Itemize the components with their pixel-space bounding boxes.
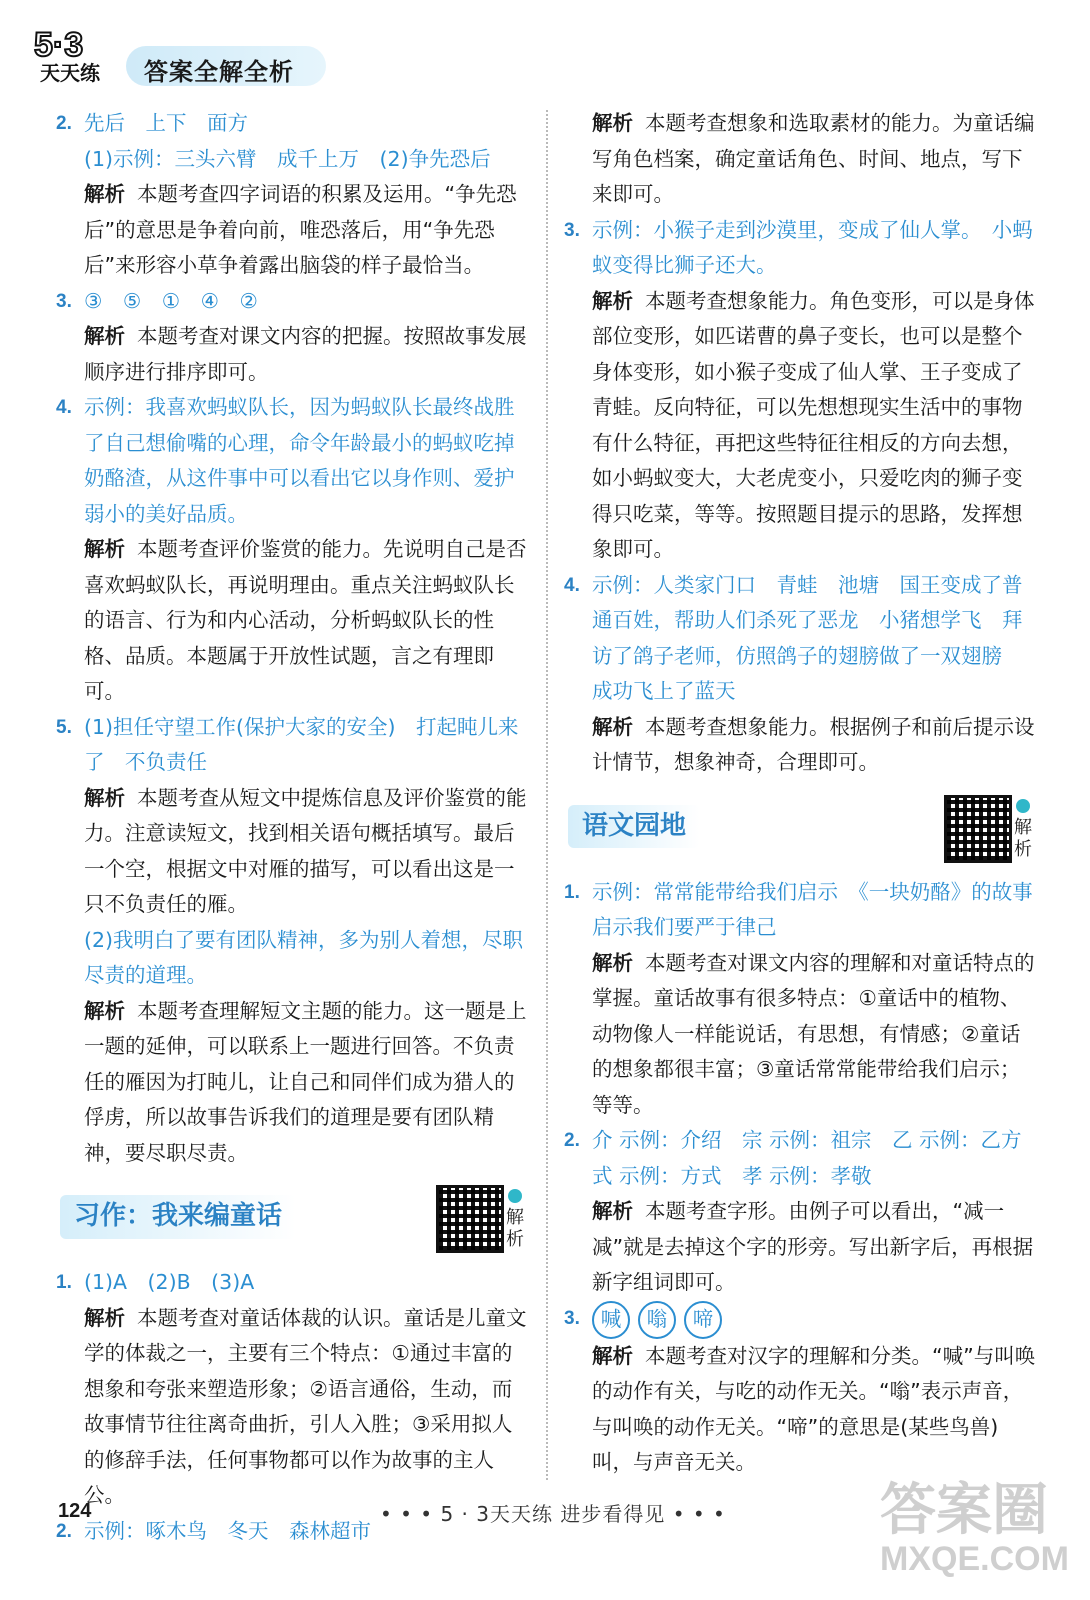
right-column — [564, 106, 1038, 1481]
item-number: 1. — [564, 881, 580, 903]
answer-text: 介 示例：介绍 宗 示例：祖宗 乙 示例：乙方 — [592, 1128, 1022, 1152]
answer-item-w4 — [564, 568, 1038, 781]
analysis-label: 解析 — [592, 1343, 633, 1368]
analysis-label: 解析 — [84, 1305, 125, 1330]
analysis — [84, 177, 528, 284]
analysis-text: 本题考查字形。由例子可以看出，“减一减”就是去掉这个字的形旁。写出新字后，再根据新字组词即可。 — [592, 1199, 1034, 1294]
analysis-text: 本题考查对课文内容的把握。按照故事发展顺序进行排序即可。 — [84, 324, 527, 384]
answer-text: (1)担任守望工作(保护大家的安全) 打起盹儿来了 不负责任 — [84, 714, 519, 774]
analysis-label: 解析 — [84, 785, 125, 810]
play-icon — [1016, 799, 1030, 813]
answer-item-w1 — [56, 1265, 528, 1514]
analysis-label: 解析 — [84, 182, 125, 206]
item-number: 3. — [56, 290, 72, 312]
answer-text: (1)示例：三头六臂 成千上万 (2)争先恐后 — [84, 146, 491, 171]
analysis-text: 本题考查对课文内容的理解和对童话特点的掌握。童话故事有很多特点：①童话中的植物、动物像人一样能说话，有思想，有情感；②童话的想象都很丰富；③童话常常能带给我们启示；等等。 — [592, 950, 1035, 1117]
brand-logo — [30, 22, 126, 84]
section-header-writing — [56, 1185, 528, 1257]
circled-char: 嗡 — [638, 1301, 676, 1339]
circled-char: 喊 — [592, 1301, 630, 1339]
answer-text: 式 示例：方式 孝 示例：孝敬 — [592, 1163, 872, 1188]
analysis — [592, 284, 1038, 568]
analysis — [84, 532, 528, 710]
analysis — [592, 106, 1038, 213]
analysis-label: 解析 — [592, 714, 633, 739]
answer-item-5 — [56, 710, 528, 1172]
answer-item-g1 — [564, 875, 1038, 1124]
page-header — [30, 22, 330, 90]
item-number: 2. — [56, 113, 72, 134]
analysis — [84, 994, 528, 1172]
analysis-text: 本题考查对童话体裁的认识。童话是儿童文学的体裁之一，主要有三个特点：①通过丰富的想象和夸张来塑造形象；②语言通俗，生动，而故事情节往往离奇曲折，引人入胜；③采用拟人的修辞手法，任何事物都可以作为故事的主人公。 — [84, 1305, 527, 1507]
svg-text:5·3: 5·3 — [34, 26, 84, 64]
analysis — [84, 1301, 528, 1514]
analysis-label: 解析 — [84, 998, 125, 1023]
analysis — [84, 781, 528, 923]
answer-text: 示例：啄木鸟 冬天 森林超市 — [84, 1518, 371, 1543]
analysis-text: 本题考查想象和选取素材的能力。为童话编写角色档案，确定童话角色、时间、地点，写下来即可。 — [592, 111, 1035, 206]
qr-code-icon[interactable] — [944, 795, 1012, 863]
item-number: 5. — [56, 716, 72, 738]
section-header-garden — [564, 795, 1038, 867]
analysis-label: 解析 — [592, 111, 633, 135]
play-icon — [508, 1189, 522, 1203]
answer-text: ③ ⑤ ① ④ ② — [84, 288, 258, 313]
analysis-text: 本题考查评价鉴赏的能力。先说明自己是否喜欢蚂蚁队长，再说明理由。重点关注蚂蚁队长的语言、行为和内心活动，分析蚂蚁队长的性格、品质。本题属于开放性试题，言之有理即可。 — [84, 537, 527, 703]
watermark-bottom: MXQE.COM — [880, 1540, 1069, 1578]
analysis — [592, 710, 1038, 781]
answer-text: (2)我明白了要有团队精神，多为别人着想，尽职尽责的道理。 — [84, 927, 524, 987]
answer-text: 示例：小猴子走到沙漠里，变成了仙人掌。 小蚂蚁变得比狮子还大。 — [592, 217, 1033, 277]
answer-text: (1)A (2)B (3)A — [84, 1270, 255, 1294]
analysis-label: 解析 — [84, 324, 125, 348]
analysis-label: 解析 — [592, 1199, 633, 1223]
analysis — [592, 1194, 1038, 1301]
item-number: 3. — [564, 1307, 580, 1329]
circled-chars — [592, 1301, 1038, 1339]
analysis — [84, 319, 528, 390]
item-number: 2. — [564, 1130, 580, 1151]
section-title: 习作：我来编童话 — [60, 1195, 296, 1239]
qr-code-icon[interactable] — [436, 1185, 504, 1253]
analysis-label: 解析 — [592, 288, 633, 313]
analysis-label: 解析 — [84, 537, 125, 561]
analysis-text: 本题考查四字词语的积累及运用。“争先恐后”的意思是争着向前，唯恐落后，用“争先恐后”来形容小草争着露出脑袋的样子最恰当。 — [84, 182, 517, 277]
answer-text: 先后 上下 面方 — [84, 111, 248, 135]
analysis-w2-continued — [564, 106, 1038, 213]
analysis — [592, 946, 1038, 1124]
answer-item-3 — [56, 284, 528, 391]
column-divider — [546, 110, 548, 1480]
answer-text: 示例：人类家门口 青蛙 池塘 国王变成了普通百姓，帮助人们杀死了恶龙 小猪想学飞 拜访了鸽子老师，仿照鸽子的翅膀做了一双翅膀 成功飞上了蓝天 — [592, 572, 1023, 703]
section-title: 语文园地 — [568, 805, 700, 849]
answer-item-2 — [56, 106, 528, 284]
item-number: 4. — [564, 574, 580, 596]
answer-text: 示例：常常能带给我们启示 《一块奶酪》的故事启示我们要严于律己 — [592, 879, 1033, 939]
watermark-top: 答案圈 — [880, 1478, 1048, 1541]
page-number: 124 — [58, 1500, 92, 1522]
item-number: 2. — [56, 1520, 72, 1542]
circled-char: 啼 — [684, 1301, 722, 1339]
left-column — [56, 106, 528, 1549]
item-number: 3. — [564, 219, 580, 241]
analysis-text: 本题考查对汉字的理解和分类。“喊”与叫唤的动作有关，与吃的动作无关。“嗡”表示声音，与叫唤的动作无关。“啼”的意思是(某些鸟兽)叫，与声音无关。 — [592, 1343, 1036, 1474]
qr-label: 解析 — [506, 1207, 524, 1250]
analysis-text: 本题考查想象能力。根据例子和前后提示设计情节，想象神奇，合理即可。 — [592, 714, 1035, 774]
answer-item-g2 — [564, 1123, 1038, 1301]
answer-item-w3 — [564, 213, 1038, 568]
footer-slogan: • • • 5 · 3天天练 进步看得见 • • • — [380, 1502, 726, 1526]
analysis-text: 本题考查从短文中提炼信息及评价鉴赏的能力。注意读短文，找到相关语句概括填写。最后一个空，根据文中对雁的描写，可以看出这是一只不负责任的雁。 — [84, 785, 527, 916]
svg-text:天天练: 天天练 — [40, 61, 100, 84]
analysis — [592, 1339, 1038, 1481]
analysis-text: 本题考查想象能力。角色变形，可以是身体部位变形，如匹诺曹的鼻子变长，也可以是整个身体变形，如小猴子变成了仙人掌、王子变成了青蛙。反向特征，可以先想想现实生活中的事物有什么特征，再把这些特征往相反的方向去想，如小蚂蚁变大，大老虎变小，只爱吃肉的狮子变得只吃菜，等等。按照题目提示的思路，发挥想象即可。 — [592, 288, 1035, 561]
answer-item-g3 — [564, 1301, 1038, 1481]
item-number: 4. — [56, 397, 72, 418]
answer-text: 示例：我喜欢蚂蚁队长，因为蚂蚁队长最终战胜了自己想偷嘴的心理，命令年龄最小的蚂蚁吃掉奶酪渣，从这件事中可以看出它以身作则、爱护弱小的美好品质。 — [84, 395, 515, 526]
watermark — [880, 1480, 1080, 1590]
header-title: 答案全解全析 — [144, 58, 294, 86]
answer-item-4 — [56, 390, 528, 710]
qr-label: 解析 — [1014, 816, 1032, 860]
item-number: 1. — [56, 1272, 72, 1293]
analysis-label: 解析 — [592, 950, 633, 975]
analysis-text: 本题考查理解短文主题的能力。这一题是上一题的延伸，可以联系上一题进行回答。不负责任的雁因为打盹儿，让自己和同伴们成为猎人的俘虏，所以故事告诉我们的道理是要有团队精神，要尽职尽责。 — [84, 998, 527, 1165]
